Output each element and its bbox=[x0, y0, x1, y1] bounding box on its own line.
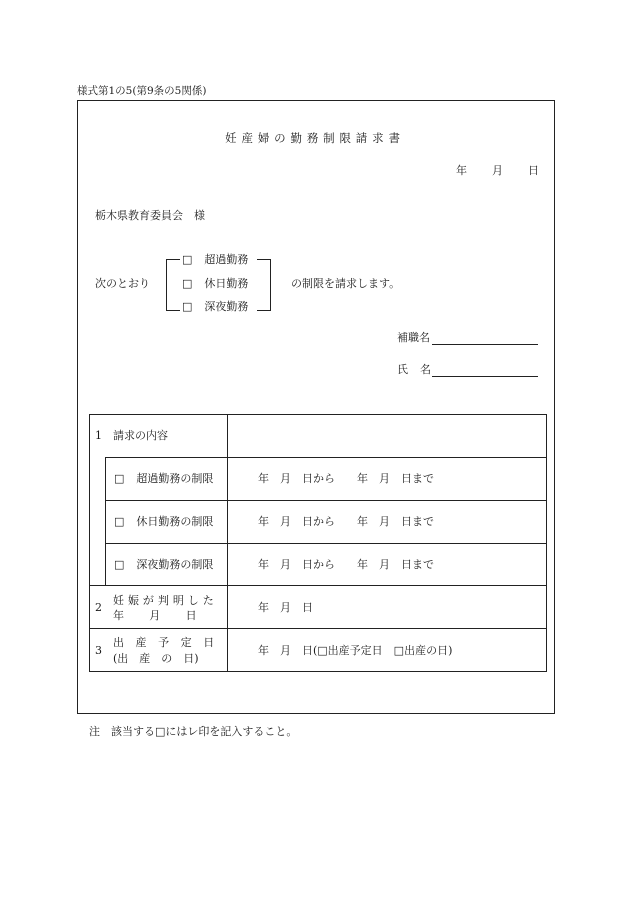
option-night-checkbox[interactable]: □ bbox=[182, 300, 193, 313]
form-title: 妊産婦の勤務制限請求書 bbox=[225, 131, 405, 145]
sub-row-holiday-checkbox[interactable]: □ bbox=[114, 515, 125, 528]
sub-row-overtime-label: 超過勤務の制限 bbox=[136, 472, 214, 485]
addressee: 栃木県教育委員会 様 bbox=[95, 209, 205, 222]
sub-row-night-checkbox[interactable]: □ bbox=[114, 558, 125, 571]
sub-row-overtime-period[interactable]: 年 月 日から 年 月 日まで bbox=[258, 472, 434, 485]
position-line[interactable] bbox=[432, 344, 538, 345]
row2-value[interactable]: 年 月 日 bbox=[258, 601, 313, 614]
position-label: 補職名 bbox=[397, 331, 430, 344]
option-holiday[interactable] bbox=[182, 278, 248, 289]
row2-label-line1: 妊娠が判明した bbox=[113, 594, 218, 607]
sub-row-holiday[interactable] bbox=[114, 516, 213, 527]
date-field[interactable] bbox=[0, 165, 630, 177]
option-overtime-checkbox[interactable]: □ bbox=[182, 253, 193, 266]
sub-row-holiday-period[interactable]: 年 月 日から 年 月 日まで bbox=[258, 515, 434, 528]
row3-number: 3 bbox=[95, 644, 102, 657]
bracket-right bbox=[257, 259, 271, 311]
option-holiday-checkbox[interactable]: □ bbox=[182, 277, 193, 290]
option-night[interactable] bbox=[182, 301, 248, 312]
request-prefix: 次のとおり bbox=[95, 277, 150, 290]
option-night-label: 深夜勤務 bbox=[204, 300, 249, 313]
name-line[interactable] bbox=[432, 376, 538, 377]
row3-label-line2: (出 産 の 日) bbox=[113, 652, 199, 665]
name-label: 氏 名 bbox=[397, 363, 431, 376]
sub-row-night-label: 深夜勤務の制限 bbox=[136, 558, 214, 571]
row2-number: 2 bbox=[95, 601, 102, 614]
row3-value[interactable]: 年 月 日(□出産予定日 □出産の日) bbox=[258, 644, 453, 657]
sub-row-night[interactable] bbox=[114, 559, 213, 570]
row3-label-line1: 出産予定日 bbox=[113, 636, 226, 649]
sub-row-holiday-label: 休日勤務の制限 bbox=[136, 515, 214, 528]
row1-label: 1 請求の内容 bbox=[95, 429, 168, 442]
date-year-label: 年 bbox=[456, 164, 467, 177]
sub-row-overtime-checkbox[interactable]: □ bbox=[114, 472, 125, 485]
form-number: 様式第1の5(第9条の5関係) bbox=[77, 85, 207, 97]
option-overtime[interactable] bbox=[182, 254, 248, 265]
footnote: 注 該当する□にはレ印を記入すること。 bbox=[89, 725, 298, 738]
sub-row-night-period[interactable]: 年 月 日から 年 月 日まで bbox=[258, 558, 434, 571]
date-month-label: 月 bbox=[492, 164, 503, 177]
bracket-left bbox=[166, 259, 180, 311]
option-overtime-label: 超過勤務 bbox=[204, 253, 249, 266]
request-suffix: の制限を請求します。 bbox=[291, 277, 401, 290]
date-day-label: 日 bbox=[528, 164, 539, 177]
option-holiday-label: 休日勤務 bbox=[204, 277, 249, 290]
sub-row-overtime[interactable] bbox=[114, 473, 213, 484]
row2-label-line2: 年 月 日 bbox=[113, 609, 198, 622]
